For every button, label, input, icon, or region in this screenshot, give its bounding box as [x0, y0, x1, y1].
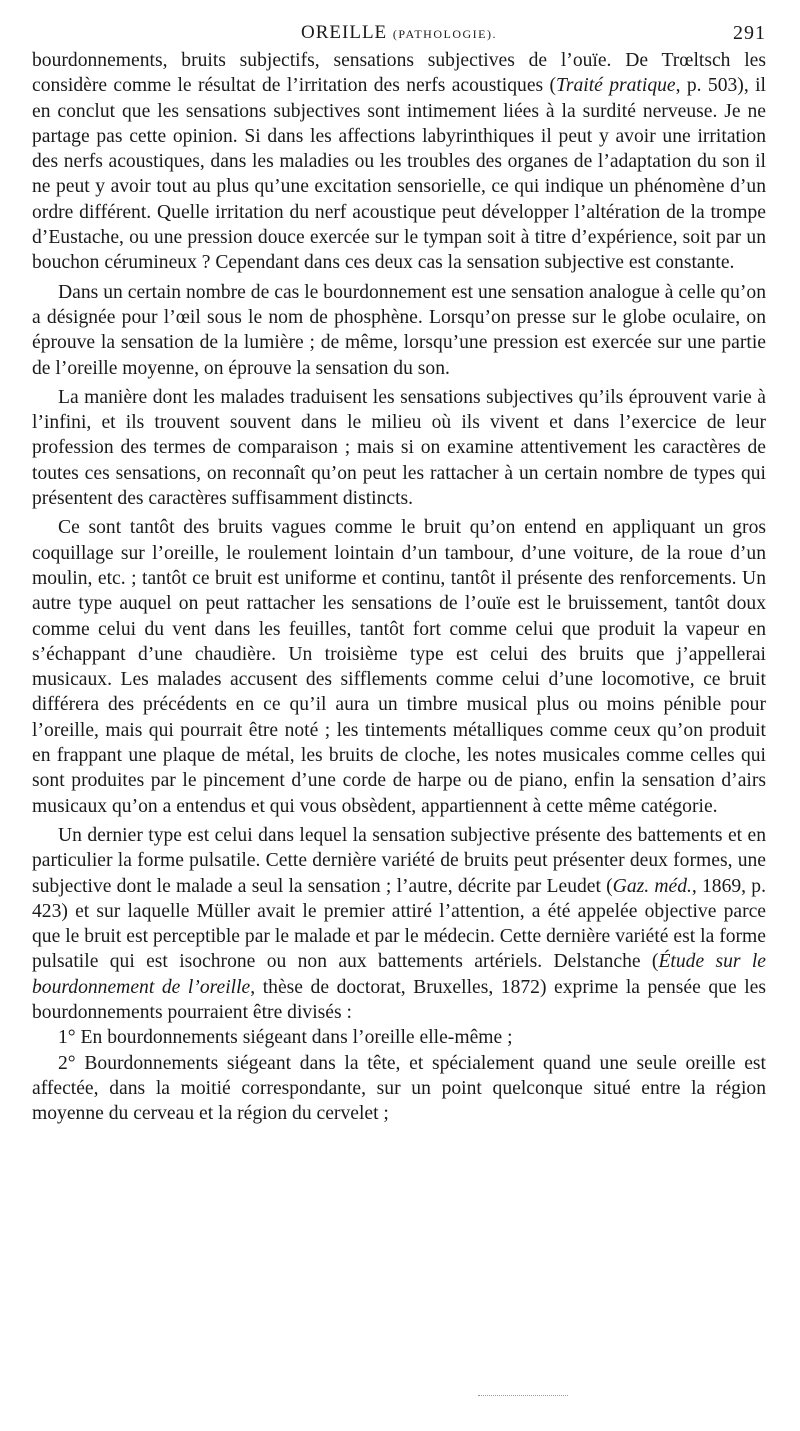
- text-run: , 1869, p. 423) et sur laquelle Müller avait le premier attiré l’attention, a été appelée objective parce que le bruit est perceptible par le malade et par le médecin. Cette dernière variété est la forme pulsatile qui est isochrone ou non aux battements artériels. Delstanche (: [32, 875, 766, 973]
- text-run: La manière dont les malades traduisent les sensations subjectives qu’ils éprouvent varie à l’infini, et ils trouvent souvent dans le milieu où ils vivent et dans l’exercice de leur profession des termes de comparaison ; mais si on examine attentivement les caractères de toutes ces sensations, on reconnaît qu’on peut les rattacher à un certain nombre de types qui présentent des caractères suffisamment distincts.: [32, 386, 766, 510]
- page-number: 291: [733, 22, 766, 44]
- italic-citation: Traité pratique: [556, 75, 676, 97]
- text-run: 2° Bourdonnements siégeant dans la tête, et spécialement quand une seule oreille est affectée, dans la moitié correspondante, sur un point quelconque situé entre la région moyenne du cerveau et la région du cervelet ;: [32, 1052, 766, 1125]
- book-page: [32, 22, 766, 1126]
- header-title: OREILLE: [301, 22, 388, 43]
- paragraph: [32, 48, 766, 276]
- text-run: , p. 503), il en conclut que les sensations subjectives sont intimement liées à la surdité nerveuse. Je ne partage pas cette opinion. Si dans les affections labyrinthiques il peut y avoir une irritation des nerfs acoustiques, dans les maladies ou les troubles des organes de l’adaptation du son il ne peut y avoir tout au plus qu’une excitation sensorielle, ce qui indique un phénomène d’un ordre différent. Quelle irritation du nerf acoustique peut développer l’altération de la trompe d’Eustache, ou une pression douce exercée sur le tympan soit à titre d’expérience, soit par un bouchon cérumineux ? Cependant dans ces deux cas la sensation subjective est constante.: [32, 75, 766, 274]
- paragraph: [32, 385, 766, 511]
- text-run: 1° En bourdonnements siégeant dans l’oreille elle-même ;: [58, 1027, 513, 1049]
- list-item: [32, 1025, 766, 1050]
- text-run: bourdonnements, bruits subjectifs, sensations subjectives de l’ouïe. De Trœltsch les considère comme le résultat de l’irritation des nerfs acoustiques (: [32, 50, 766, 97]
- running-head: [32, 22, 766, 48]
- text-run: Un dernier type est celui dans lequel la sensation subjective présente des battements et en particulier la forme pulsatile. Cette dernière variété de bruits peut présenter deux formes, une subjective dont le malade a seul la sensation ; l’autre, décrite par Leudet (: [32, 824, 766, 897]
- italic-citation: Gaz. méd.: [612, 875, 692, 897]
- header-subtitle: (PATHOLOGIE).: [392, 27, 497, 41]
- italic-citation: Étude sur le bourdonnement de l’oreille: [32, 951, 766, 998]
- text-run: Ce sont tantôt des bruits vagues comme le bruit qu’on entend en appliquant un gros coquillage sur l’oreille, le roulement lointain d’un tambour, d’une voiture, de la roue d’un moulin, etc. ; tantôt ce bruit est uniforme et continu, tantôt il présente des renforcements. Un autre type auquel on peut rattacher les sensations de l’ouïe est le bruissement, tantôt doux comme celui du vent dans les feuilles, tantôt fort comme celui que produit la vapeur en s’échappant d’une chaudière. Un troisième type est celui des bruits que j’appellerai musicaux. Les malades accusent des sifflements comme celui d’une locomotive, ce bruit différera des précédents en ce qu’il aura un timbre musical plus ou moins pénible pour l’oreille, mais qui pourrait être noté ; les tintements métalliques comme ceux qu’on produit en frappant une plaque de métal, les bruits de cloche, les notes musicales comme celles qui sont produites par le pincement d’une corde de harpe ou de piano, enfin la sensation d’airs musicaux qu’on a entendus et qui vous obsèdent, appartiennent à cette même catégorie.: [32, 517, 766, 817]
- list-item: [32, 1051, 766, 1127]
- running-title: [32, 22, 766, 44]
- body-text: [32, 48, 766, 1126]
- paragraph: [32, 515, 766, 819]
- text-run: , thèse de doctorat, Bruxelles, 1872) exprime la pensée que les bourdonnements pourraient être divisés :: [32, 976, 766, 1023]
- text-run: Dans un certain nombre de cas le bourdonnement est une sensation analogue à celle qu’on a désignée pour l’œil sous le nom de phosphène. Lorsqu’on presse sur le globe oculaire, on éprouve la sensation de la lumière ; de même, lorsqu’une pression est exercée sur une partie de l’oreille moyenne, on éprouve la sensation du son.: [32, 281, 766, 379]
- footer-rule: [478, 1395, 568, 1396]
- paragraph: [32, 280, 766, 381]
- paragraph: [32, 823, 766, 1025]
